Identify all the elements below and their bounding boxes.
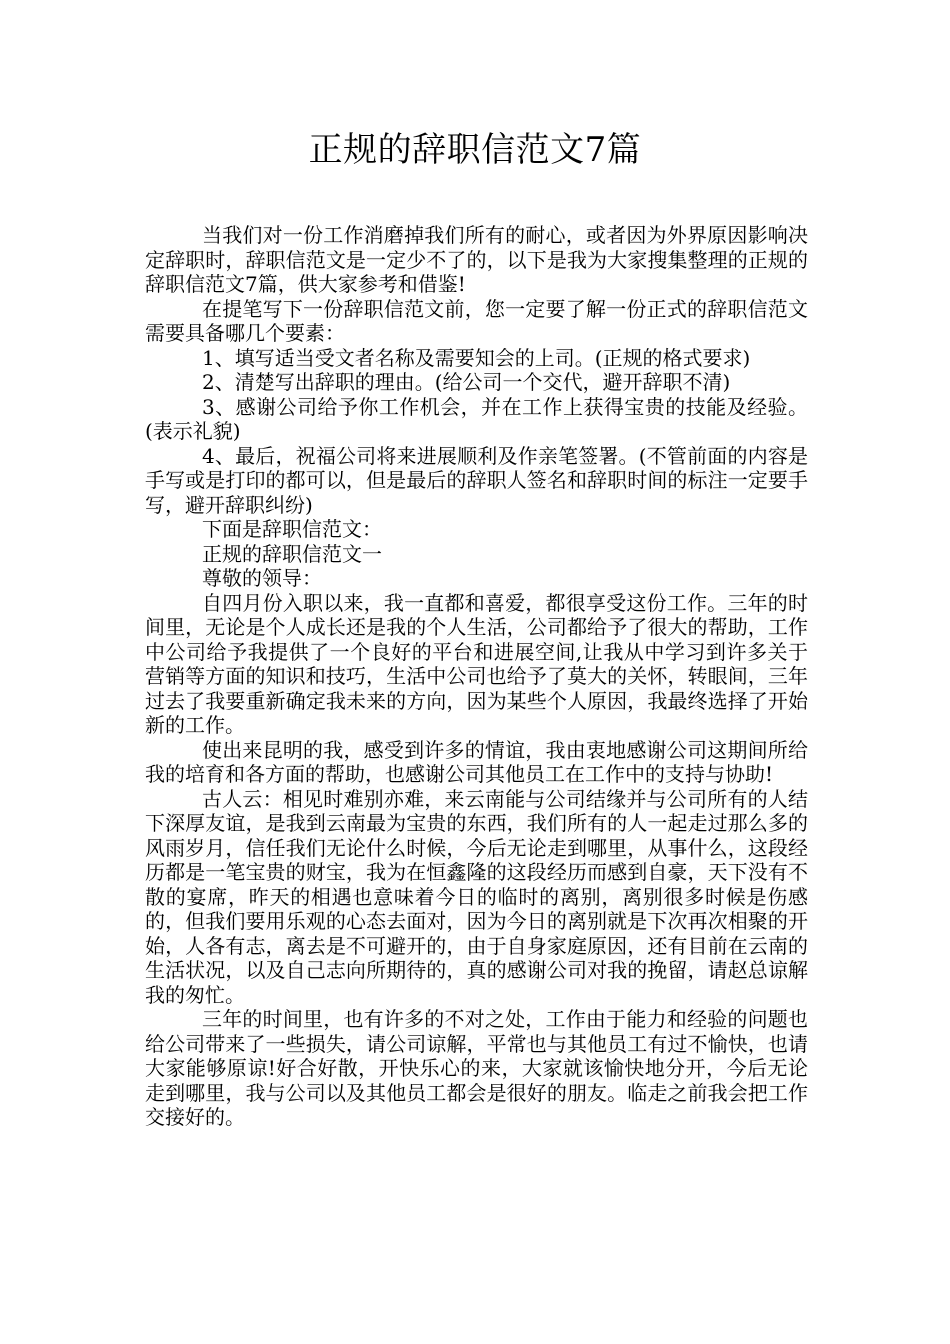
paragraph-intro: 当我们对一份工作消磨掉我们所有的耐心，或者因为外界原因影响决定辞职时，辞职信范文是一定少不了的，以下是我为大家搜集整理的正规的辞职信范文7篇，供大家参考和借鉴! [145, 223, 808, 296]
letter-paragraph-1: 自四月份入职以来，我一直都和喜爱，都很享受这份工作。三年的时间里，无论是个人成长还是我的个人生活，公司都给予了很大的帮助，工作中公司给予我提供了一个良好的平台和进展空间,让我从中学习到许多关于营销等方面的知识和技巧，生活中公司也给予了莫大的关怀，转眼间，三年过去了我要重新确定我未来的方向，因为某些个人原因，我最终选择了开始新的工作。 [145, 590, 808, 737]
paragraph-sample-lead: 下面是辞职信范文： [202, 517, 382, 541]
paragraph-elements-lead: 在提笔写下一份辞职信范文前，您一定要了解一份正式的辞职信范文需要具备哪几个要素： [145, 296, 808, 345]
letter-paragraph-3: 古人云：相见时难别亦难，来云南能与公司结缘并与公司所有的人结下深厚友谊，是我到云南最为宝贵的东西，我们所有的人一起走过那么多的风雨岁月，信任我们无论什么时候，今后无论走到哪里，从事什么，这段经历都是一笔宝贵的财宝，我为在恒鑫隆的这段经历而感到自豪，天下没有不散的宴席，昨天的相遇也意味着今日的临时的离别，离别很多时候是伤感的，但我们要用乐观的心态去面对，因为今日的离别就是下次再次相聚的开始，人各有志，离去是不可避开的，由于自身家庭原因，还有目前在云南的生活状况，以及自己志向所期待的，真的感谢公司对我的挽留，请赵总谅解我的匆忙。 [145, 786, 808, 1007]
page-title: 正规的辞职信范文7篇 [308, 130, 642, 170]
paragraph-element-1: 1、填写适当受文者名称及需要知会的上司。(正规的格式要求) [202, 345, 751, 370]
letter-paragraph-4: 三年的时间里，也有许多的不对之处，工作由于能力和经验的问题也给公司带来了一些损失，请公司谅解，平常也与其他员工有过不愉快，也请大家能够原谅!好合好散，开快乐心的来，大家就该愉快地分开，今后无论走到哪里，我与公司以及其他员工都会是很好的朋友。临走之前我会把工作交接好的。 [145, 1007, 808, 1129]
paragraph-element-3: 3、感谢公司给予你工作机会，并在工作上获得宝贵的技能及经验。(表示礼貌) [145, 394, 808, 443]
letter-salutation: 尊敬的领导： [202, 566, 322, 590]
paragraph-element-4: 4、最后，祝福公司将来进展顺利及作亲笔签署。(不管前面的内容是手写或是打印的都可以，但是最后的辞职人签名和辞职时间的标注一定要手写，避开辞职纠纷) [145, 443, 808, 517]
sample-heading: 正规的辞职信范文一 [202, 541, 382, 566]
paragraph-element-2: 2、清楚写出辞职的理由。(给公司一个交代，避开辞职不清) [202, 370, 731, 394]
letter-paragraph-2: 使出来昆明的我，感受到许多的情谊，我由衷地感谢公司这期间所给我的培育和各方面的帮助，也感谢公司其他员工在工作中的支持与协助! [145, 737, 808, 786]
document-body [145, 223, 808, 1130]
